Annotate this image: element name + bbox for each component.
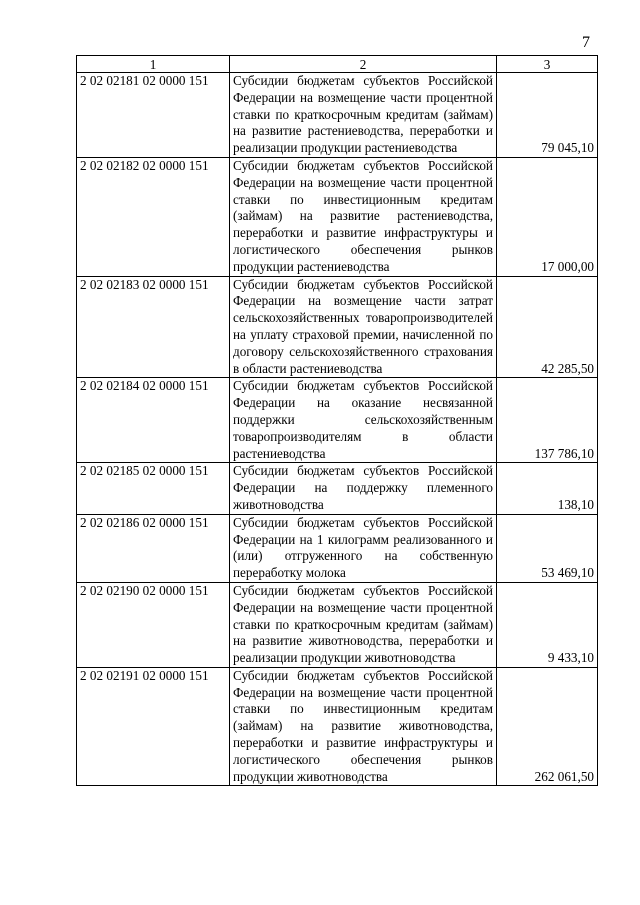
row-amount: 262 061,50 bbox=[497, 667, 598, 786]
row-code: 2 02 02191 02 0000 151 bbox=[77, 667, 230, 786]
table-row bbox=[77, 276, 598, 378]
row-amount: 53 469,10 bbox=[497, 514, 598, 582]
table-row bbox=[77, 73, 598, 158]
row-description: Субсидии бюджетам субъектов Российской Федерации на возмещение части процентной ставки по краткосрочным кредитам (займам) на развитие животноводства, переработки и реализации продукции животноводства bbox=[230, 582, 497, 667]
row-description: Субсидии бюджетам субъектов Российской Федерации на возмещение части процентной ставки по краткосрочным кредитам (займам) на развитие растениеводства, переработки и реализации продукции растениеводства bbox=[230, 73, 497, 158]
table-header-row bbox=[77, 56, 598, 73]
page-number: 7 bbox=[582, 34, 590, 51]
row-code: 2 02 02183 02 0000 151 bbox=[77, 276, 230, 378]
table-row bbox=[77, 157, 598, 276]
row-code: 2 02 02181 02 0000 151 bbox=[77, 73, 230, 158]
row-code: 2 02 02185 02 0000 151 bbox=[77, 463, 230, 514]
table-row bbox=[77, 463, 598, 514]
row-description: Субсидии бюджетам субъектов Российской Федерации на 1 килограмм реализованного и (или) отгруженного на собственную переработку молока bbox=[230, 514, 497, 582]
row-code: 2 02 02184 02 0000 151 bbox=[77, 378, 230, 463]
column-header-description: 2 bbox=[230, 56, 497, 73]
row-amount: 42 285,50 bbox=[497, 276, 598, 378]
row-description: Субсидии бюджетам субъектов Российской Федерации на возмещение части затрат сельскохозяйственных товаропроизводителей на уплату страховой премии, начисленной по договору сельскохозяйственного страхования в области растениеводства bbox=[230, 276, 497, 378]
row-description: Субсидии бюджетам субъектов Российской Федерации на возмещение части процентной ставки по инвестиционным кредитам (займам) на развитие растениеводства, переработки и развитие инфраструктуры и логистического обеспечения рынков продукции растениеводства bbox=[230, 157, 497, 276]
row-amount: 9 433,10 bbox=[497, 582, 598, 667]
row-code: 2 02 02186 02 0000 151 bbox=[77, 514, 230, 582]
table-row bbox=[77, 667, 598, 786]
table-row bbox=[77, 514, 598, 582]
table-row bbox=[77, 582, 598, 667]
row-amount: 137 786,10 bbox=[497, 378, 598, 463]
budget-table bbox=[76, 55, 598, 786]
row-code: 2 02 02190 02 0000 151 bbox=[77, 582, 230, 667]
row-code: 2 02 02182 02 0000 151 bbox=[77, 157, 230, 276]
row-amount: 138,10 bbox=[497, 463, 598, 514]
row-description: Субсидии бюджетам субъектов Российской Федерации на поддержку племенного животноводства bbox=[230, 463, 497, 514]
table-row bbox=[77, 378, 598, 463]
column-header-code: 1 bbox=[77, 56, 230, 73]
row-amount: 79 045,10 bbox=[497, 73, 598, 158]
row-amount: 17 000,00 bbox=[497, 157, 598, 276]
row-description: Субсидии бюджетам субъектов Российской Федерации на возмещение части процентной ставки по инвестиционным кредитам (займам) на развитие животноводства, переработки и развитие инфраструктуры и логистического обеспечения рынков продукции животноводства bbox=[230, 667, 497, 786]
row-description: Субсидии бюджетам субъектов Российской Федерации на оказание несвязанной поддержки сельскохозяйственным товаропроизводителям в области растениеводства bbox=[230, 378, 497, 463]
column-header-amount: 3 bbox=[497, 56, 598, 73]
